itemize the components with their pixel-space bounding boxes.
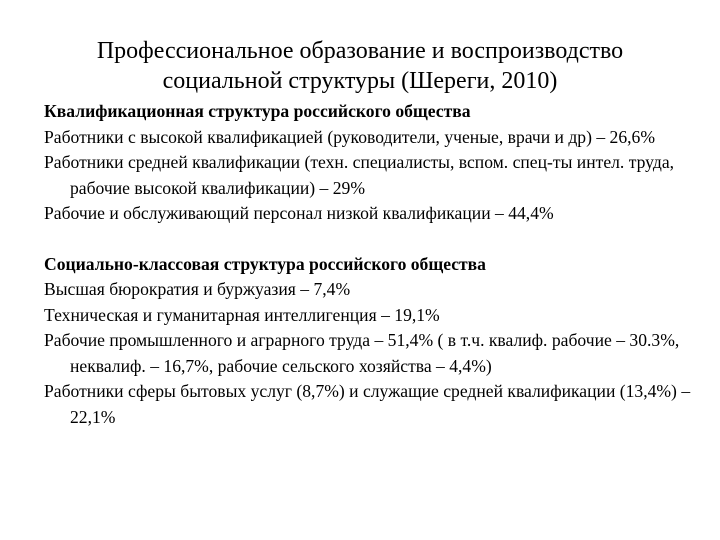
title-line-1: Профессиональное образование и воспроизводство (96, 38, 624, 64)
list-item: Высшая бюрократия и буржуазия – 7,4% (44, 279, 351, 299)
section-heading-social-class: Социально-классовая структура российского общества (44, 253, 486, 274)
section-spacer (44, 227, 694, 252)
slide-body (44, 99, 694, 430)
list-item: Работники средней квалификации (техн. специалисты, вспом. спец-ты интел. труда, рабочие высокой квалификации) – 29% (44, 152, 675, 198)
list-item: Рабочие и обслуживающий персонал низкой квалификации – 44,4% (44, 203, 554, 223)
list-item: Техническая и гуманитарная интеллигенция – 19,1% (44, 304, 440, 325)
list-item: Работники с высокой квалификацией (руководители, ученые, врачи и др) – 26,6% (44, 126, 655, 147)
title-line-2: социальной структуры (Шереги, 2010) (162, 68, 558, 94)
list-item: Работники сферы бытовых услуг (8,7%) и служащие средней квалификации (13,4%) – 22,1% (44, 381, 691, 427)
list-item: Рабочие промышленного и аграрного труда – 51,4% ( в т.ч. квалиф. рабочие – 30.3%, неквалиф. – 16,7%, рабочие сельского хозяйства – 4,4%) (44, 330, 680, 376)
slide-title (0, 36, 720, 96)
section-heading-qualification: Квалификационная структура российского общества (44, 101, 471, 121)
